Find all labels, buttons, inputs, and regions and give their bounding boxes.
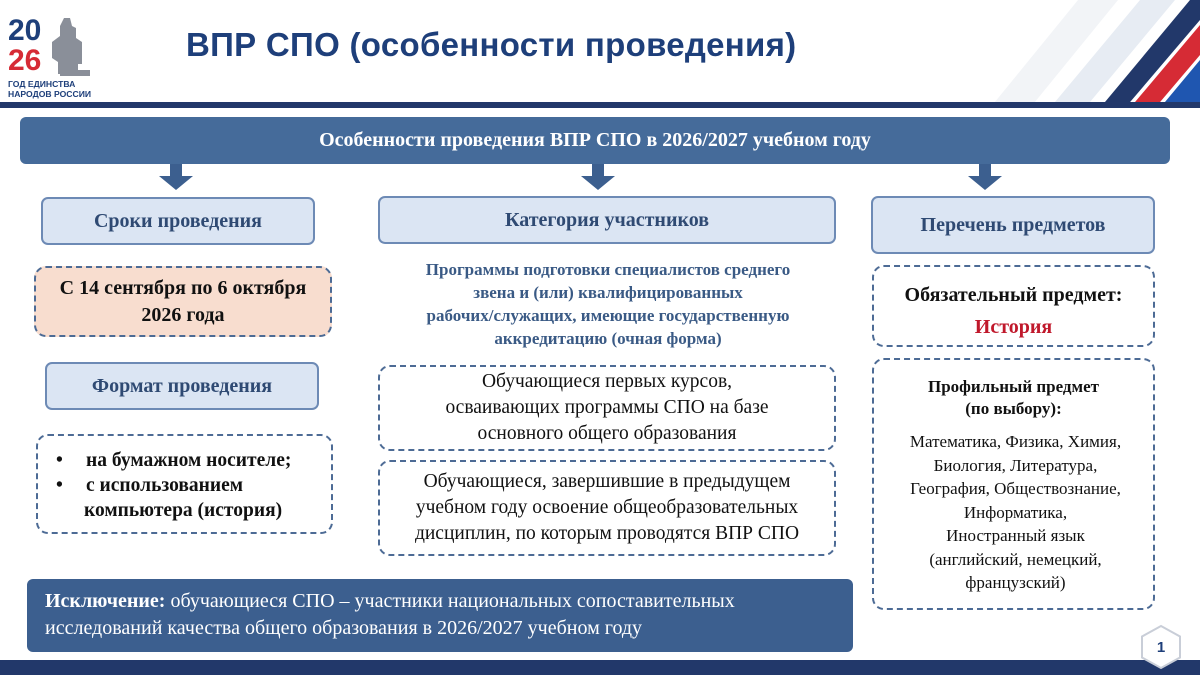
- programs-line: рабочих/служащих, имеющие государственную: [426, 306, 790, 325]
- profile-title-line: Профильный предмет: [927, 377, 1100, 396]
- programs-line: аккредитацию (очная форма): [494, 329, 722, 348]
- participants-heading: Категория участников: [378, 196, 836, 244]
- dates-line: 2026 года: [141, 303, 225, 326]
- category-line: дисциплин, по которым проводятся ВПР СПО: [414, 523, 800, 544]
- list-item: • на бумажном носителе;: [56, 448, 331, 473]
- logo-caption-line1: ГОД ЕДИНСТВА: [8, 79, 76, 89]
- profile-line: французский): [965, 573, 1066, 592]
- category-line: Обучающиеся, завершившие в предыдущем: [423, 471, 791, 492]
- section-banner: Особенности проведения ВПР СПО в 2026/2027 учебном году: [20, 117, 1170, 164]
- category-completed-box: [378, 460, 836, 556]
- profile-line: (английский, немецкий,: [929, 549, 1102, 569]
- exception-label: Исключение:: [45, 590, 166, 612]
- page-title: ВПР СПО (особенности проведения): [186, 26, 797, 63]
- subjects-heading: Перечень предметов: [871, 196, 1155, 254]
- exception-text: исследований качества общего образования в 2026/2027 учебном году: [45, 617, 643, 639]
- header-divider: [0, 102, 1200, 108]
- logo-caption-line2: НАРОДОВ РОССИИ: [8, 89, 92, 99]
- profile-line: Информатика,: [963, 502, 1068, 522]
- category-line: Обучающиеся первых курсов,: [481, 371, 733, 392]
- timing-heading: Сроки проведения: [41, 197, 315, 245]
- exception-text: обучающиеся СПО – участники национальных сопоставительных: [165, 590, 735, 612]
- logo-year-bottom: 26: [8, 44, 42, 77]
- list-item: • с использованием: [56, 473, 331, 498]
- programs-description: [378, 258, 838, 350]
- dates-box: [34, 266, 332, 337]
- footer-bar: [0, 660, 1200, 675]
- mandatory-subject: История: [974, 316, 1053, 338]
- format-list: [36, 434, 333, 534]
- category-line: осваивающих программы СПО на базе: [445, 397, 769, 418]
- profile-line: География, Обществознание,: [910, 479, 1121, 498]
- slide-header: [0, 0, 1200, 108]
- profile-title: [874, 376, 1153, 420]
- format-heading: Формат проведения: [45, 362, 319, 410]
- mandatory-label: Обязательный предмет:: [904, 284, 1123, 306]
- list-item-continuation: компьютера (история): [84, 500, 283, 521]
- category-first-year-box: [378, 365, 836, 451]
- page-number: 1: [1156, 638, 1166, 656]
- category-line: учебном году освоение общеобразовательных: [415, 497, 799, 518]
- profile-subject-list: [880, 430, 1151, 595]
- dates-line: С 14 сентября по 6 октября: [59, 276, 307, 299]
- programs-line: Программы подготовки специалистов среднего: [425, 260, 791, 279]
- profile-line: Математика, Физика, Химия,: [909, 432, 1122, 451]
- logo-year-top: 20: [8, 14, 42, 47]
- profile-title-line: (по выбору):: [965, 399, 1062, 418]
- programs-line: звена и (или) квалифицированных: [473, 283, 743, 302]
- profile-subjects-box: [872, 358, 1155, 610]
- year-of-unity-logo-icon: [6, 8, 102, 104]
- category-line: основного общего образования: [477, 423, 737, 444]
- mandatory-subject-box: [872, 265, 1155, 347]
- exception-note: [27, 579, 853, 652]
- profile-line: Биология, Литература,: [933, 455, 1098, 475]
- profile-line: Иностранный язык: [946, 526, 1085, 545]
- diagonal-stripes-icon: [990, 0, 1200, 108]
